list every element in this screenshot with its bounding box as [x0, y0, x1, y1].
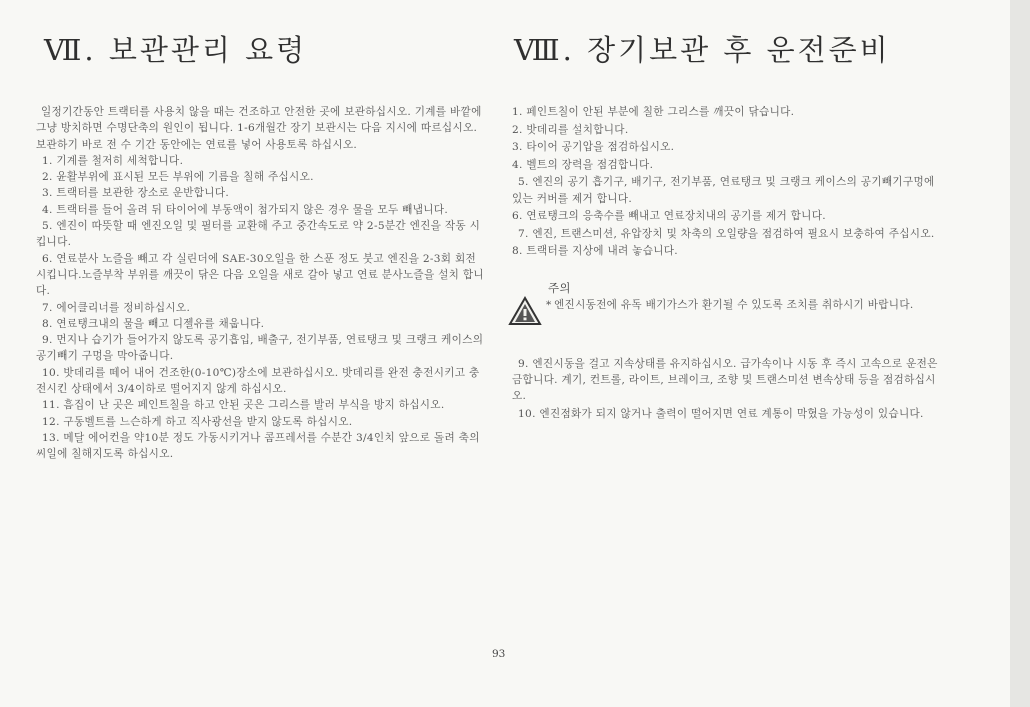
storage-item: 13. 메달 에어컨을 약10분 정도 가동시키거나 콤프레서를 수분간 3/4인치 앞으로 돌려 축의 씨일에 칠해지도록 하십시오.: [36, 431, 480, 461]
storage-item: 1. 기계를 철저히 세척합니다.: [42, 154, 184, 167]
preparation-item: 6. 연료탱크의 응축수를 빼내고 연료장치내의 공기를 제거 합니다.: [512, 210, 826, 223]
storage-body: [36, 104, 488, 463]
preparation-item: 8. 트랙터를 지상에 내려 놓습니다.: [512, 245, 678, 258]
storage-item: 5. 엔진이 따뜻할 때 엔진오일 및 필터를 교환해 주고 중간속도로 약 2-5분간 엔진을 작동 시킵니다.: [36, 220, 481, 249]
preparation-item: 3. 타이어 공기압을 점검하십시오.: [512, 141, 675, 154]
preparation-item: 10. 엔진점화가 되지 않거나 출력이 떨어지면 연료 계통이 막혔을 가능성이 있습니다.: [518, 407, 924, 420]
preparation-item: 7. 엔진, 트랜스미션, 유압장치 및 차축의 오일량을 점검하여 필요시 보충하여 주십시오.: [518, 227, 935, 240]
page-number: 93: [492, 648, 506, 660]
preparation-item: 5. 엔진의 공기 흡기구, 배기구, 전기부품, 연료탱크 및 크랭크 케이스의 공기빼기구멍에 있는 커버를 제거 합니다.: [512, 176, 935, 205]
storage-item: 2. 윤활부위에 표시된 모든 부위에 기름을 칠해 주십시오.: [42, 171, 314, 184]
storage-item: 12. 구동벨트를 느슨하게 하고 직사광선을 받지 않도록 하십시오.: [42, 415, 353, 428]
caution-text-block: [546, 297, 944, 313]
warning-triangle-icon: [508, 296, 542, 326]
preparation-item: 2. 밧데리를 설치합니다.: [512, 123, 629, 136]
preparation-item: 1. 페인트칠이 안된 부분에 칠한 그리스를 깨끗이 닦습니다.: [512, 106, 795, 118]
caution-box: [506, 280, 942, 334]
storage-item: 7. 에어클리너를 정비하십시오.: [42, 301, 191, 314]
caution-title: 주의: [548, 280, 571, 295]
storage-item: 11. 흠집이 난 곳은 페인트칠을 하고 안된 곳은 그리스를 발러 부식을 방지 하십시오.: [42, 399, 445, 412]
storage-item: 10. 밧데리를 떼어 내어 건조한(0-10℃)장소에 보관하십시오. 밧데리를 완전 충전시키고 충전시킨 상태에서 3/4이하로 떨어지지 않게 하십시오.: [36, 366, 480, 396]
storage-item: 8. 연료탱크내의 물을 빼고 디젤유를 채웁니다.: [42, 317, 265, 330]
page-edge: [1010, 0, 1030, 707]
storage-item: 6. 연료분사 노즐을 빼고 각 실린더에 SAE-30오일을 한 스푼 정도 붓고 엔진을 2-3회 회전 시킵니다.노즐부착 부위를 깨끗이 닦은 다음 오일을 새로 갈아 넣고 연료 분사노즐을 설치 합니다.: [36, 252, 484, 298]
preparation-body: [506, 104, 942, 424]
storage-item: 4. 트랙터를 들어 올려 뒤 타이어에 부동액이 첨가되지 않은 경우 물을 모두 빼냅니다.: [42, 203, 448, 216]
storage-item: 9. 먼지나 습기가 들어가지 않도록 공기흡입, 배출구, 전기부품, 연료탱크 및 크랭크 케이스의 공기빼기 구멍을 막아줍니다.: [36, 334, 484, 363]
caution-bullet: *: [546, 298, 552, 311]
storage-item: 3. 트랙터를 보관한 장소로 운반합니다.: [42, 187, 230, 200]
preparation-item: 4. 벨트의 장력을 점검합니다.: [512, 158, 654, 171]
section-title-storage: Ⅶ. 보관관리 요령: [44, 33, 308, 67]
storage-intro: 일정기간동안 트랙터를 사용치 않을 때는 건조하고 안전한 곳에 보관하십시오. 기계를 바깥에 그냥 방치하면 수명단축의 원인이 됩니다. 1-6개월간 장기 보관시는 다음 지시에 따르십시오. 보관하기 바로 전 수 기간 동안에는 연료를 넣어 사용토록 하십시오.: [36, 106, 482, 151]
preparation-item: 9. 엔진시동을 걸고 지속상태를 유지하십시오. 급가속이나 시동 후 즉시 고속으로 운전은 금합니다. 계기, 컨트롤, 라이트, 브레이크, 조향 및 트랜스미션 변속상태 등을 점검하십시오.: [512, 357, 938, 403]
caution-text: 엔진시동전에 유독 배기가스가 환기될 수 있도록 조치를 취하시기 바랍니다.: [554, 298, 914, 311]
section-title-preparation: Ⅷ. 장기보관 후 운전준비: [514, 33, 891, 67]
